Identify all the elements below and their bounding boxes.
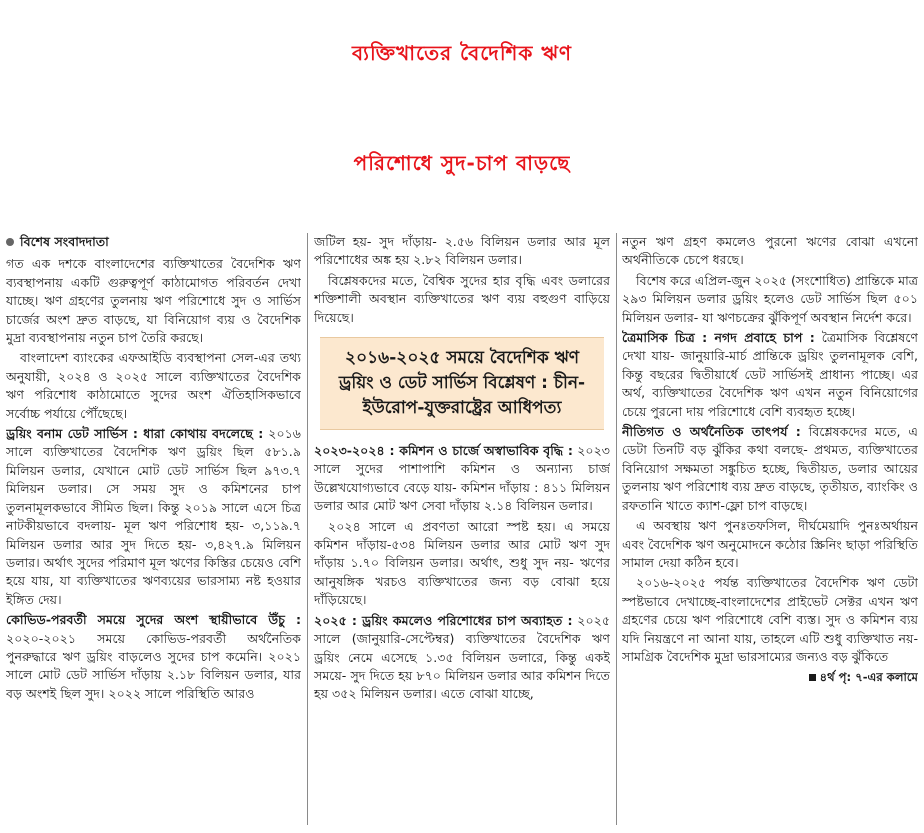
paragraph-text: ত্রৈমাসিক বিশ্লেষণে দেখা যায়- জানুয়ারি-মার্চ প্রান্তিকে ড্রয়িং তুলনামূলক বেশি, কিন্তু বছরের দ্বিতীয়ার্ধে ডেট সার্ভিসই প্রাধান্য পাচ্ছে। এর অর্থ, ব্যক্তিখাতের বৈদেশিক ঋণ এখন নতুন বিনিয়োগের চেয়ে পুরনো দায় পরিশোধে বেশি ব্যবহৃত হচ্ছে।	[622, 330, 918, 419]
paragraph	[314, 612, 610, 704]
paragraph	[6, 611, 301, 703]
subheading: কোভিড-পরবর্তী সময়ে সুদের অংশ স্থায়ীভাবে উঁচু :	[6, 612, 301, 628]
column-divider	[307, 233, 308, 825]
paragraph: নতুন ঋণ গ্রহণ কমলেও পুরনো ঋণের বোঝা এখনো অর্থনীতিকে চেপে ধরছে।	[622, 234, 918, 268]
highlight-box: ২০১৬-২০২৫ সময়ে বৈদেশিক ঋণ ড্রয়িং ও ডেট সার্ভিস বিশ্লেষণ : চীন-ইউরোপ-যুক্তরাষ্ট্রের আধিপত্য	[320, 337, 604, 430]
subheading: ত্রৈমাসিক চিত্র : নগদ প্রবাহে চাপ :	[622, 330, 815, 346]
article-column-2	[314, 233, 610, 827]
subheading: ২০২৫ : ড্রয়িং কমলেও পরিশোধের চাপ অব্যাহত :	[314, 612, 573, 628]
article-column-1	[6, 233, 301, 827]
column-divider	[616, 233, 617, 825]
headline-line-1: ব্যক্তিখাতের বৈদেশিক ঋণ	[352, 41, 572, 65]
continuation-note	[622, 668, 918, 686]
paragraph	[622, 423, 918, 515]
paragraph: জটিল হয়- সুদ দাঁড়ায়- ২.৫৬ বিলিয়ন ডলার আর মূল পরিশোধের অঙ্ক হয় ২.৮২ বিলিয়ন ডলার।	[314, 234, 610, 268]
paragraph: ২০২৪ সালে এ প্রবণতা আরো স্পষ্ট হয়। এ সময়ে কমিশন দাঁড়ায়-৫৩৪ মিলিয়ন ডলার আর মোট ঋণ সুদ দাঁড়ায় ১.৭০ বিলিয়ন ডলার। অর্থাৎ, শুধু সুদ নয়- ঋণের আনুষঙ্গিক খরচও ব্যক্তিখাতের জন্য বড় বোঝা হয়ে দাঁড়িয়েছে।	[314, 518, 610, 608]
square-icon	[809, 674, 816, 681]
subheading: ২০২৩-২০২৪ : কমিশন ও চার্জে অস্বাভাবিক বৃদ্ধি :	[314, 443, 573, 459]
paragraph: গত এক দশকে বাংলাদেশের ব্যক্তিখাতের বৈদেশিক ঋণ ব্যবস্থাপনায় একটি গুরুত্বপূর্ণ কাঠামোগত পরিবর্তন দেখা যাচ্ছে। ঋণ গ্রহণের তুলনায় ঋণ পরিশোধে সুদ ও সার্ভিস চার্জের অংশ দ্রুত বাড়ছে, যা বিনিয়োগ ব্যয় ও বৈদেশিক মুদ্রা ব্যবস্থাপনায় নতুন চাপ তৈরি করছে।	[6, 256, 301, 346]
paragraph-text: ২০২৫ সালে (জানুয়ারি-সেপ্টেম্বর) ব্যক্তিখাতের বৈদেশিক ঋণ ড্রয়িং নেমে এসেছে ১.৩৫ বিলিয়ন ডলারে, কিন্তু একই সময়ে- সুদ দিতে হয় ৮৭০ মিলিয়ন ডলার আর কমিশন দিতে হয় ৩৫২ মিলিয়ন ডলার। এতে বোঝা যাচ্ছে,	[314, 612, 610, 702]
bullet-icon	[6, 238, 14, 246]
paragraph: এ অবস্থায় ঋণ পুনঃতফসিল, দীর্ঘমেয়াদি পুনঃঅর্থায়ন এবং বৈদেশিক ঋণ অনুমোদনে কঠোর স্ক্রিনিং ছাড়া পরিস্থিতি সামাল দেয়া কঠিন হবে।	[622, 518, 918, 570]
paragraph: বিশেষ করে এপ্রিল-জুন ২০২৫ (সংশোধিত) প্রান্তিকে মাত্র ২৯৩ মিলিয়ন ডলার ড্রয়িং হলেও ডেট সার্ভিস ছিল ৫০১ মিলিয়ন ডলার- যা ঋণচক্রের ঝুঁকিপূর্ণ অবস্থান নির্দেশ করে।	[622, 272, 918, 325]
paragraph	[314, 442, 610, 516]
subheading: ড্রয়িং বনাম ডেট সার্ভিস : ধারা কোথায় বদলেছে :	[6, 426, 264, 442]
headline-line-2: পরিশোধে সুদ-চাপ বাড়ছে	[353, 151, 571, 175]
paragraph-text: ২০২৩ সালে সুদের পাশাপাশি কমিশন ও অন্যান্য চার্জ উল্লেখযোগ্যভাবে বেড়ে যায়- কমিশন দাঁড়ায় : ৪১১ মিলিয়ন ডলার আর মোট ঋণ সেবা দাঁড়ায় ২.১৪ বিলিয়ন ডলার।	[314, 443, 610, 514]
byline	[6, 233, 301, 251]
paragraph	[6, 425, 301, 609]
paragraph-text: ২০২০-২০২১ সময়ে কোভিড-পরবর্তী অর্থনৈতিক পুনরুদ্ধারে ঋণ ড্রয়িং বাড়লেও সুদের চাপ কমেনি। ২০২১ সালে মোট ডেট সার্ভিস দাঁড়ায় ২.১৮ বিলিয়ন ডলার, যার বড় অংশই ছিল সুদ। ২০২২ সালে পরিস্থিতি আরও	[6, 630, 301, 701]
paragraph-text: ২০১৬ সালে ব্যক্তিখাতের বৈদেশিক ঋণ ড্রয়িং ছিল ৫৮১.৯ মিলিয়ন ডলার, যেখানে মোট ডেট সার্ভিস ছিল ৯৭৩.৭ মিলিয়ন ডলার। সে সময় সুদ ও কমিশনের চাপ তুলনামূলকভাবে সীমিত ছিল। কিন্তু ২০১৯ সালে এসে চিত্র নাটকীয়ভাবে বদলায়- মূল ঋণ পরিশোধ হয়- ৩,১১৯.৭ মিলিয়ন ডলার আর সুদ দিতে হয়- ৩,৪২৭.৯ মিলিয়ন ডলার। অর্থাৎ সুদের পরিমাণ মূল ঋণের কিস্তির চেয়েও বেশি হয়ে যায়, যা ব্যক্তিখাতের ঋণব্যয়ের ভারসাম্য নষ্ট হওয়ার ইঙ্গিত দেয়।	[6, 426, 301, 607]
paragraph: ২০১৬-২০২৫ পর্যন্ত ব্যক্তিখাতের বৈদেশিক ঋণ ডেটা স্পষ্টভাবে দেখাচ্ছে-বাংলাদেশের প্রাইভেট সেক্টর এখন ঋণ গ্রহণের চেয়ে ঋণ পরিশোধে বেশি ব্যস্ত। সুদ ও কমিশন ব্যয় যদি নিয়ন্ত্রণে না আনা যায়, তাহলে এটি শুধু ব্যক্তিখাত নয়- সামগ্রিক বৈদেশিক মুদ্রা ভারসাম্যের জন্যও বড় ঝুঁকিতে	[622, 575, 918, 664]
byline-text: বিশেষ সংবাদদাতা	[20, 234, 109, 249]
article-column-3	[622, 233, 918, 827]
paragraph: বিশ্লেষকদের মতে, বৈশ্বিক সুদের হার বৃদ্ধি এবং ডলারের শক্তিশালী অবস্থান ব্যক্তিখাতের ঋণ ব্যয় বহুগুণ বাড়িয়ে দিয়েছে।	[314, 272, 610, 325]
paragraph	[622, 329, 918, 421]
paragraph: বাংলাদেশ ব্যাংকের এফআইডি ব্যবস্থাপনা সেল-এর তথ্য অনুযায়ী, ২০২৪ ও ২০২৫ সালে ব্যক্তিখাতের বৈদেশিক ঋণ পরিশোধ কাঠামোতে সুদের অংশ ঐতিহাসিকভাবে সর্বোচ্চ পর্যায়ে পৌঁছেছে।	[6, 350, 301, 421]
subheading: নীতিগত ও অর্থনৈতিক তাৎপর্য :	[622, 424, 801, 440]
continuation-text: ৪র্থ পৃ: ৭-এর কলামে	[819, 670, 918, 685]
paragraph-text: বিশ্লেষকদের মতে, এ ডেটা তিনটি বড় ঝুঁকির কথা বলছে- প্রথমত, ব্যক্তিখাতের বিনিয়োগ সক্ষমতা সঙ্কুচিত হচ্ছে, দ্বিতীয়ত, ডলার আয়ের তুলনায় ঋণ পরিশোধ ব্যয় দ্রুত বাড়ছে, তৃতীয়ত, ব্যাংকিং ও রফতানি খাতে ক্যাশ-ফ্লো চাপ বাড়ছে।	[622, 424, 918, 513]
